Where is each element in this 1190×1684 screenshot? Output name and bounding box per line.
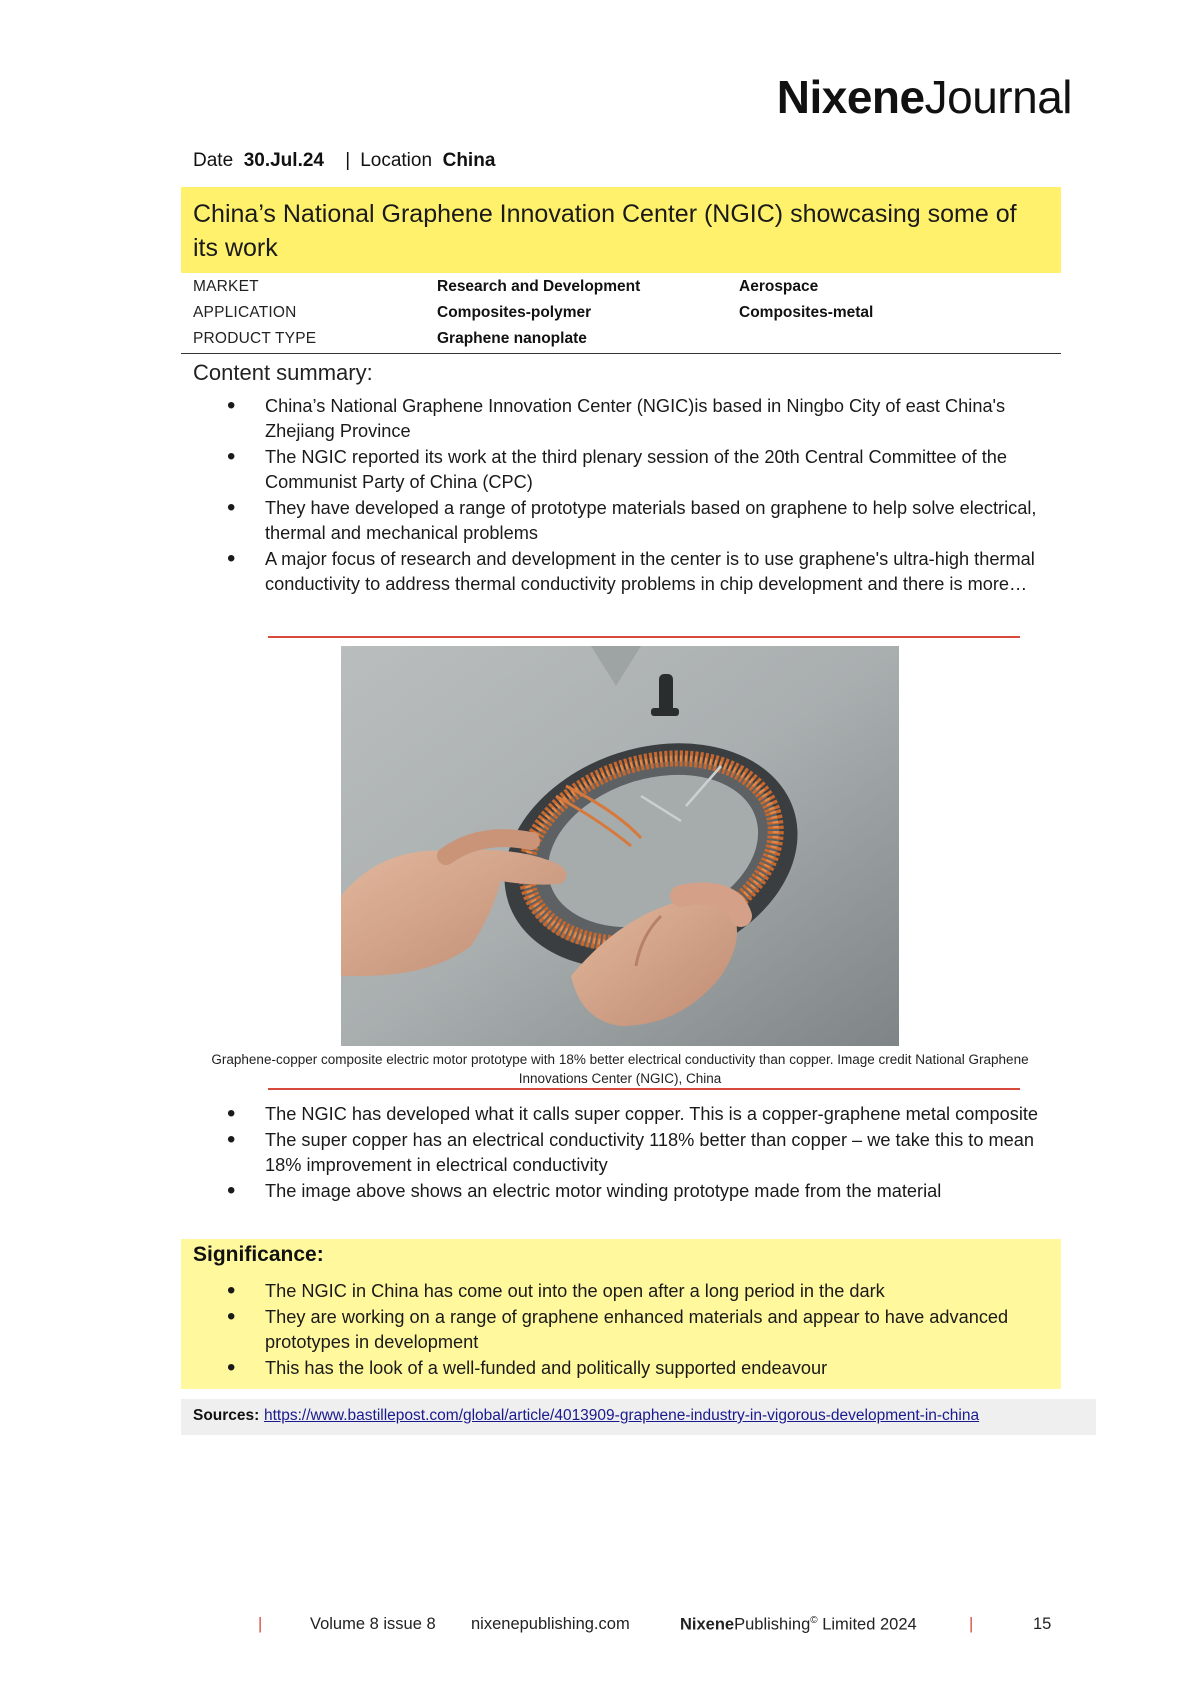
divider	[268, 636, 1020, 638]
tag-value: Research and Development	[437, 278, 641, 295]
journal-logo	[777, 70, 1072, 124]
summary-list	[193, 394, 1053, 598]
list-item: • China’s National Graphene Innovation Center (NGIC)is based in Ningbo City of east China's Zhejiang Province	[193, 394, 1053, 444]
list-item: • This has the look of a well-funded and politically supported endeavour	[193, 1356, 1053, 1381]
tag-value: Graphene nanoplate	[437, 330, 587, 347]
significance-list	[193, 1279, 1053, 1382]
motor-prototype-photo	[341, 646, 899, 1046]
brand-light: Journal	[924, 71, 1072, 123]
page-number: 15	[1033, 1615, 1052, 1633]
footer-pipe: |	[969, 1615, 974, 1633]
summary-heading: Content summary:	[193, 360, 373, 385]
footer-website[interactable]: nixenepublishing.com	[471, 1615, 630, 1633]
footer-publisher	[680, 1615, 917, 1635]
list-item: • They have developed a range of prototype materials based on graphene to help solve electrical, thermal and mechanical problems	[193, 496, 1053, 546]
sources-label: Sources:	[193, 1407, 260, 1424]
list-item: • The image above shows an electric motor winding prototype made from the material	[193, 1179, 1053, 1204]
footer-volume: Volume 8 issue 8	[310, 1615, 436, 1633]
sources-bar	[181, 1399, 1096, 1435]
tag-value: Composites-metal	[739, 304, 874, 321]
tag-label: APPLICATION	[193, 304, 297, 321]
tag-label: PRODUCT TYPE	[193, 330, 317, 347]
tag-value: Composites-polymer	[437, 304, 592, 321]
tags-table	[181, 276, 1061, 354]
footer-pipe: |	[258, 1615, 263, 1633]
list-item: • The NGIC reported its work at the third plenary session of the 20th Central Committee of the Communist Party of China (CPC)	[193, 445, 1053, 495]
list-item: • The NGIC in China has come out into the open after a long period in the dark	[193, 1279, 1053, 1304]
article-meta	[193, 150, 495, 172]
list-item: • The NGIC has developed what it calls super copper. This is a copper-graphene metal composite	[193, 1102, 1053, 1127]
source-link[interactable]: https://www.bastillepost.com/global/article/4013909-graphene-industry-in-vigorous-development-in-china	[264, 1407, 980, 1424]
tag-row-market	[181, 276, 1061, 302]
list-item: • They are working on a range of graphene enhanced materials and appear to have advanced prototypes in development	[193, 1305, 1053, 1355]
article-title: China’s National Graphene Innovation Center (NGIC) showcasing some of its work	[193, 200, 1017, 262]
list-item: • The super copper has an electrical conductivity 118% better than copper – we take this to mean 18% improvement in electrical conductivity	[193, 1128, 1053, 1178]
details-list	[193, 1102, 1053, 1205]
publisher-rest: Publishing	[734, 1615, 811, 1634]
tag-row-application	[181, 302, 1061, 328]
tag-value: Aerospace	[739, 278, 819, 295]
location-value: China	[442, 150, 496, 171]
brand-bold: Nixene	[776, 71, 925, 123]
date-label: Date	[193, 150, 234, 171]
tag-label: MARKET	[193, 278, 259, 295]
list-item: • A major focus of research and development in the center is to use graphene's ultra-high thermal conductivity to address thermal conductivity problems in chip development and there is more…	[193, 547, 1053, 597]
location-label: Location	[360, 150, 433, 171]
copyright-mark: ©	[810, 1615, 818, 1626]
article-title-box	[181, 187, 1061, 273]
significance-box	[181, 1239, 1061, 1389]
tag-row-product-type	[181, 328, 1061, 354]
divider	[268, 1088, 1020, 1090]
date-value: 30.Jul.24	[243, 150, 324, 171]
meta-separator: |	[345, 150, 351, 171]
publisher-suffix: Limited 2024	[817, 1615, 917, 1634]
publisher-bold: Nixene	[680, 1615, 735, 1634]
significance-heading: Significance:	[193, 1243, 324, 1266]
figure-caption: Graphene-copper composite electric motor prototype with 18% better electrical conductivity than copper. Image credit National Graphene Innovations Center (NGIC), China	[211, 1052, 1029, 1086]
